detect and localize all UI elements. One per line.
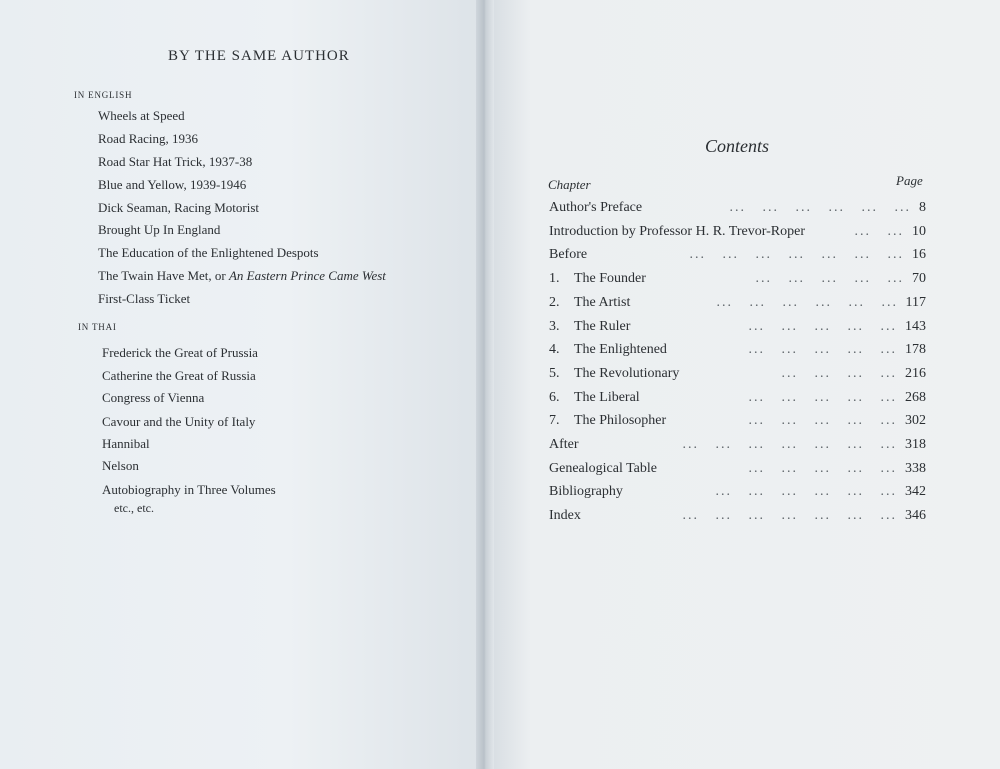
toc-leader-dots: ... ... ... ... ... ...	[716, 294, 898, 310]
toc-leader-dots: ... ... ... ... ...	[748, 318, 897, 334]
toc-entry-label: Introduction by Professor H. R. Trevor-Roper	[549, 223, 805, 239]
toc-page-number: 10	[912, 223, 926, 239]
toc-page-number: 318	[905, 437, 926, 452]
toc-entry	[549, 413, 926, 433]
book-title: Road Star Hat Trick, 1937-38	[98, 154, 253, 169]
toc-entry-label: Index	[549, 508, 581, 524]
toc-chapter-number: 6.	[549, 389, 560, 405]
toc-entry	[549, 200, 926, 220]
book-title: Nelson	[102, 458, 139, 473]
in-thai-label: IN THAI	[78, 322, 117, 332]
toc-entry-label: After	[549, 437, 579, 452]
toc-page-number: 178	[905, 342, 926, 358]
toc-leader-dots: ... ... ... ... ...	[748, 342, 897, 358]
toc-entry-label: Genealogical Table	[549, 460, 657, 476]
toc-entry-label: Author's Preface	[549, 200, 643, 215]
toc-page-number: 70	[912, 271, 926, 287]
book-title-twain	[98, 268, 386, 284]
toc-entry	[549, 390, 926, 410]
toc-leader-dots: ... ... ... ... ...	[748, 413, 897, 429]
toc-chapter-number: 2.	[549, 294, 560, 310]
contents-heading: Contents	[705, 136, 770, 156]
book-title: Blue and Yellow, 1939-1946	[98, 177, 247, 192]
toc-page-number: 302	[905, 413, 926, 429]
toc-entry	[549, 437, 926, 457]
toc-entry-label: The Enlightened	[574, 342, 667, 358]
book-title: The Education of the Enlightened Despots	[98, 245, 319, 260]
left-page	[0, 0, 480, 769]
toc-entry-label: The Revolutionary	[574, 365, 680, 381]
toc-leader-dots: ... ... ... ...	[781, 365, 897, 381]
toc-leader-dots: ... ... ... ... ...	[748, 389, 897, 405]
book-title: Hannibal	[102, 436, 150, 451]
toc-entry	[549, 224, 926, 244]
toc-entry	[549, 271, 926, 291]
chapter-column-header: Chapter	[548, 177, 591, 192]
book-gutter	[476, 0, 494, 769]
toc-leader-dots: ... ... ... ... ... ...	[715, 484, 897, 500]
book-title: First-Class Ticket	[98, 291, 191, 306]
etc-text: etc., etc.	[114, 501, 154, 515]
toc-entry	[549, 247, 926, 267]
book-title: Brought Up In England	[98, 222, 221, 237]
by-same-author-heading: BY THE SAME AUTHOR	[168, 48, 350, 64]
toc-leader-dots: ... ... ... ... ... ... ...	[682, 437, 897, 452]
toc-entry	[549, 484, 926, 504]
toc-entry-label: Bibliography	[549, 484, 623, 500]
toc-page-number: 16	[912, 247, 926, 263]
toc-entry-label: The Founder	[574, 271, 646, 287]
toc-entry	[549, 295, 926, 315]
book-title: Wheels at Speed	[98, 108, 185, 123]
toc-entry-label: The Liberal	[574, 389, 640, 405]
toc-page-number: 143	[905, 318, 926, 334]
toc-leader-dots: ... ...	[854, 223, 904, 239]
book-title-italic: An Eastern Prince Came West	[228, 268, 386, 283]
toc-leader-dots: ... ... ... ... ... ... ...	[689, 247, 904, 263]
book-title: Catherine the Great of Russia	[102, 368, 256, 383]
book-title: Frederick the Great of Prussia	[102, 345, 258, 360]
toc-entry	[549, 342, 926, 362]
toc-entry	[549, 508, 926, 528]
book-title-main: The Twain Have Met, or	[98, 268, 226, 283]
in-english-label: IN ENGLISH	[74, 90, 133, 100]
toc-entry	[549, 319, 926, 339]
toc-chapter-number: 3.	[549, 318, 560, 334]
toc-entry-label: Before	[549, 247, 588, 263]
book-title: Dick Seaman, Racing Motorist	[98, 200, 260, 215]
toc-chapter-number: 5.	[549, 365, 560, 381]
toc-leader-dots: ... ... ... ... ...	[748, 460, 897, 476]
toc-page-number: 342	[905, 484, 926, 500]
book-title: Cavour and the Unity of Italy	[102, 414, 256, 429]
page-column-header: Page	[896, 173, 923, 188]
book-title: Road Racing, 1936	[98, 131, 199, 146]
book-title: Congress of Vienna	[102, 390, 205, 405]
toc-page-number: 8	[919, 200, 926, 215]
toc-entry	[549, 366, 926, 386]
toc-page-number: 346	[905, 508, 926, 524]
toc-chapter-number: 1.	[549, 271, 560, 287]
toc-page-number: 268	[905, 389, 926, 405]
toc-page-number: 117	[905, 294, 926, 310]
toc-chapter-number: 4.	[549, 342, 560, 358]
toc-leader-dots: ... ... ... ... ...	[755, 271, 904, 287]
toc-page-number: 216	[905, 365, 926, 381]
toc-entry-label: The Philosopher	[574, 413, 667, 429]
toc-entry	[549, 461, 926, 481]
toc-leader-dots: ... ... ... ... ... ...	[729, 200, 911, 215]
book-title: Autobiography in Three Volumes	[102, 482, 276, 497]
toc-entry-label: The Artist	[574, 294, 631, 310]
toc-leader-dots: ... ... ... ... ... ... ...	[682, 508, 897, 524]
toc-entry-label: The Ruler	[574, 318, 631, 334]
toc-page-number: 338	[905, 460, 926, 476]
toc-chapter-number: 7.	[549, 413, 560, 429]
